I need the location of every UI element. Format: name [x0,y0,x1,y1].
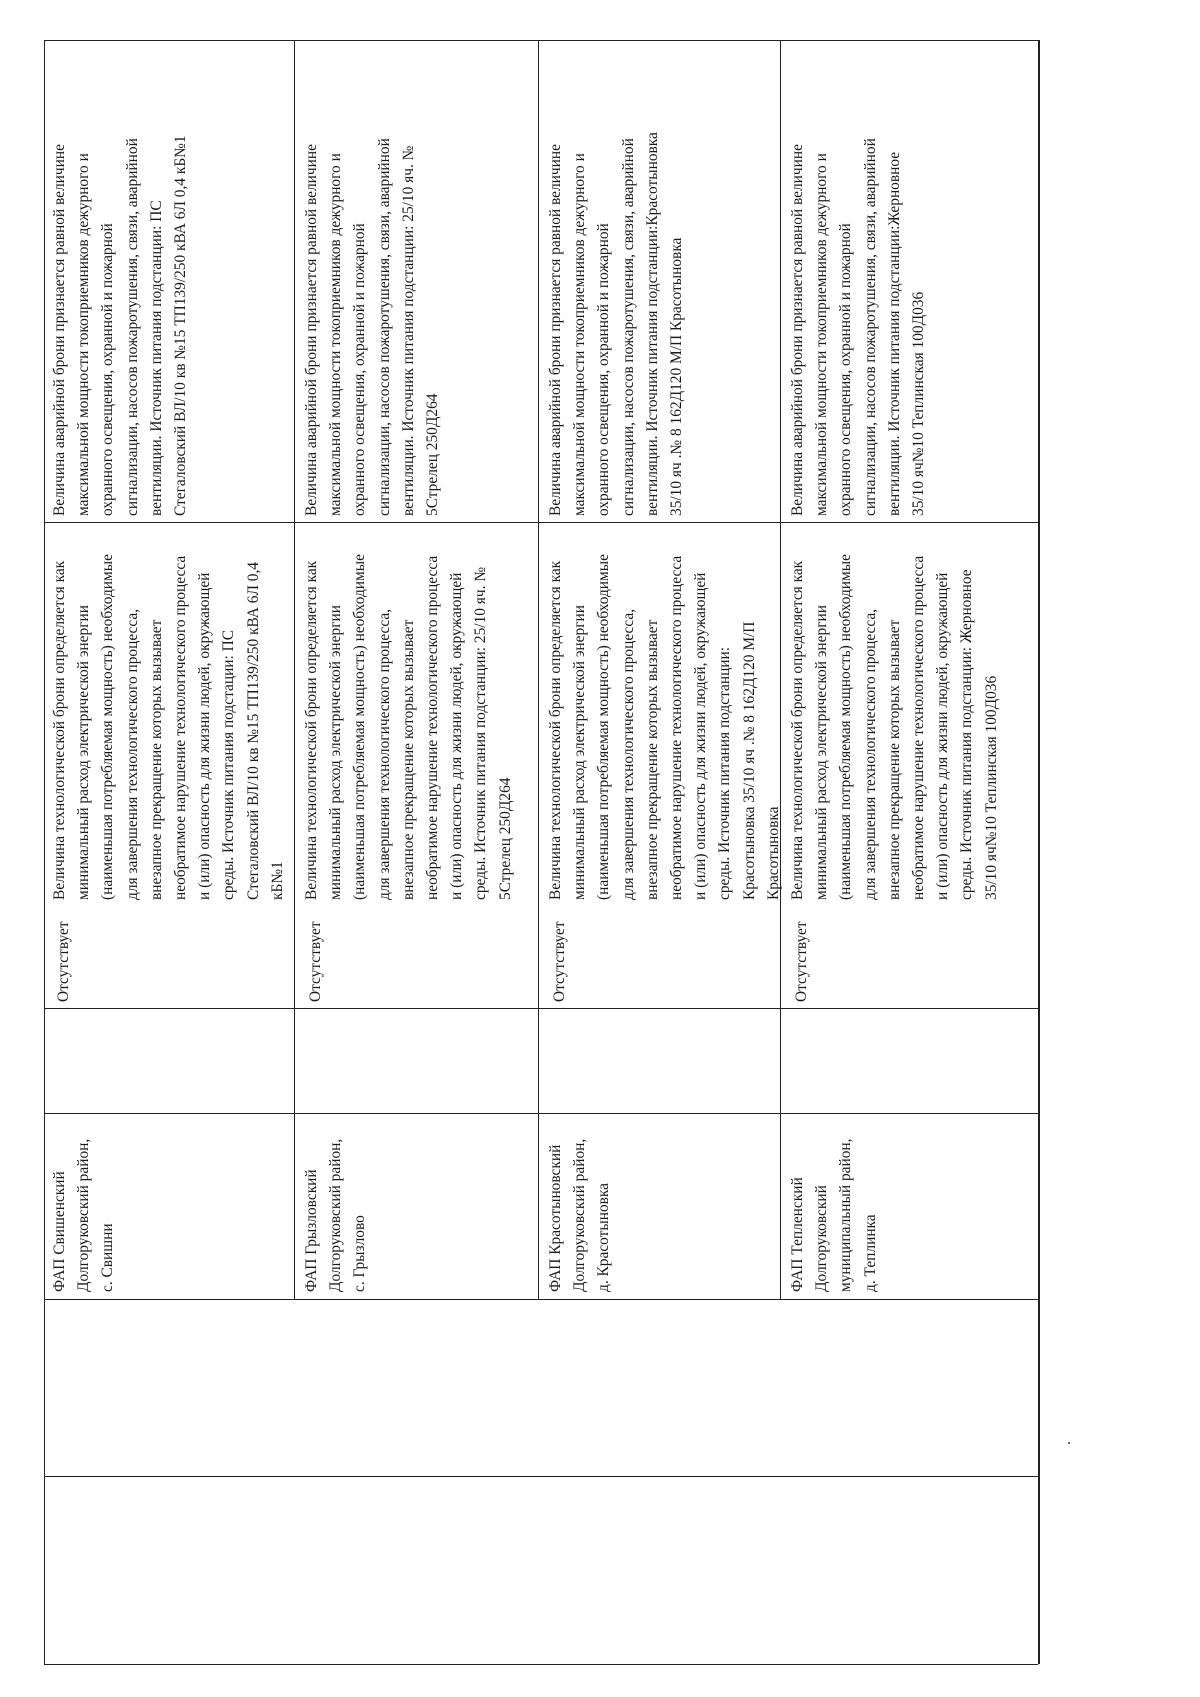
tech-reserve-cell: Величина технологической брони определяется как минимальный расход электрической энергии (наименьшая потребляемая мощность) необходимые для завершения технологического процесса, внезапное прекращение которых вызывает необратимое нарушение технологического процесса и (или) опасность для жизни людей, окружающей среды. Источник питания подстации: ПС Стегаловский ВЛ/10 кв №15 ТП139/250 кВА 6Л 0,4 кБ№1 [51,554,286,900]
row-divider [538,40,539,1300]
row-divider [294,40,295,1300]
tech-reserve-cell: Величина технологической брони определяется как минимальный расход электрической энергии (наименьшая потребляемая мощность) необходимые для завершения технологического процесса, внезапное прекращение которых вызывает необратимое нарушение технологического процесса и (или) опасность для жизни людей, окружающей среды. Источник питания подстанции: Жерновное 35/10 яч№10 Теплинская 100Д036 [789,554,1000,900]
scan-speck [1068,1442,1070,1444]
emergency-reserve-cell: Величина аварийной брони признается равной величине максимальной мощности токоприемников дежурного и охранного освещения, охранной и пожарной сигнализации, насосов пожаротушения, связи, аварийной вентиляции. Источник питания подстанции:Красотыновка 35/10 яч .№ 8 162Д120 М/П Красотыновка [547,132,686,516]
facility-cell: ФАП Грызловский Долгоруковский район, с. Грызлово [303,1138,369,1292]
tech-reserve-cell: Величина технологической брони определяется как минимальный расход электрической энергии (наименьшая потребляемая мощность) необходимые для завершения технологического процесса, внезапное прекращение которых вызывает необратимое нарушение технологического процесса и (или) опасность для жизни людей, окружающей среды. Источник питания подстанции: Красотыновка 35/10 яч .№ 8 162Д120 М/П Красотыновка [547,554,782,900]
column-divider [44,1299,1038,1300]
table-top-border [44,40,1038,41]
table-bottom-border [44,1664,1038,1665]
status-cell: Отсутствует [551,921,568,1002]
facility-cell: ФАП Красотыновский Долгоруковский район, д. Красотыновка [547,1138,613,1292]
column-divider [44,1476,1038,1477]
emergency-reserve-cell: Величина аварийной брони признается равной величине максимальной мощности токоприемников дежурного и охранного освещения, охранной и пожарной сигнализации, насосов пожаротушения, связи, аварийной вентиляции. Источник питания подстанции: 25/10 яч. № 5Стрелец 250Д264 [303,138,442,516]
column-divider [44,1113,1038,1114]
row-divider [44,40,45,1664]
status-cell: Отсутствует [793,921,810,1002]
column-divider [44,1008,1038,1009]
emergency-reserve-cell: Величина аварийной брони признается равной величине максимальной мощности токоприемников дежурного и охранного освещения, охранной и пожарной сигнализации, насосов пожаротушения, связи, аварийной вентиляции. Источник питания подстанции: ПС Стегаловский ВЛ/10 кв №15 ТП139/250 кВА 6Л 0,4 кБ№1 [51,135,190,516]
emergency-reserve-cell: Величина аварийной брони признается равной величине максимальной мощности токоприемников дежурного и охранного освещения, охранной и пожарной сигнализации, насосов пожаротушения, связи, аварийной вентиляции. Источник питания подстанции:Жерновное 35/10 яч№10 Теплинская 100Д036 [789,138,928,516]
facility-cell: ФАП Тепленский Долгоруковский муниципальный район, д. Теплинка [789,1138,879,1292]
tech-reserve-cell: Величина технологической брони определяется как минимальный расход электрической энергии (наименьшая потребляемая мощность) необходимые для завершения технологического процесса, внезапное прекращение которых вызывает необратимое нарушение технологического процесса и (или) опасность для жизни людей, окружающей среды. Источник питания подстанции: 25/10 яч. № 5Стрелец 250Д264 [303,554,514,900]
status-cell: Отсутствует [55,921,72,1002]
facility-cell: ФАП Свишенский Долгоруковский район, с. Свишни [51,1138,117,1292]
status-cell: Отсутствует [307,921,324,1002]
